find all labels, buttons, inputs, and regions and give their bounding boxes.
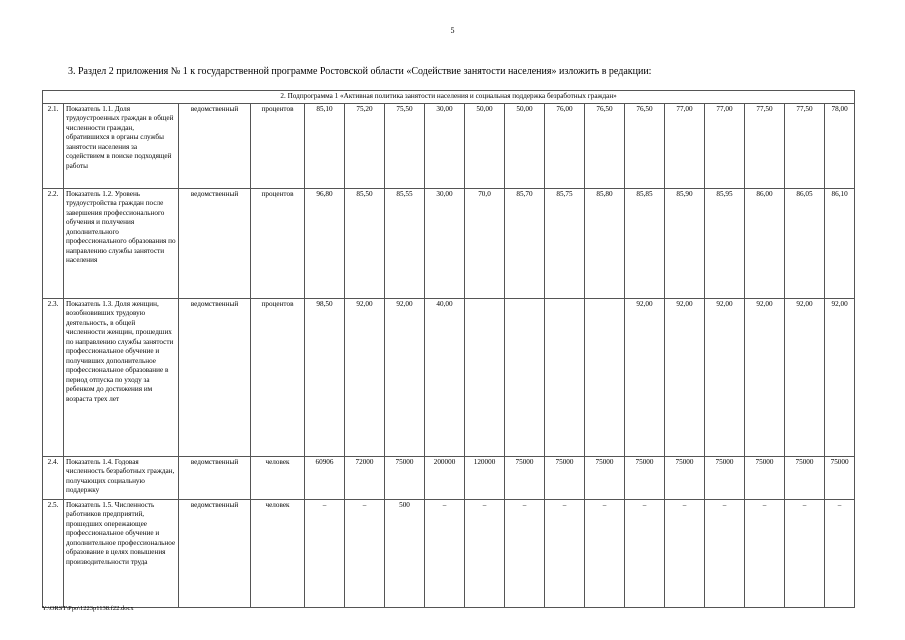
value-cell: – (665, 499, 705, 607)
value-cell: – (505, 499, 545, 607)
row-number: 2.1. (43, 103, 64, 188)
value-cell: 40,00 (425, 298, 465, 456)
value-cell: 75000 (705, 456, 745, 499)
data-source: ведомственный (179, 456, 251, 499)
value-cell: 500 (385, 499, 425, 607)
value-cell: 70,0 (465, 188, 505, 298)
value-cell: 86,05 (785, 188, 825, 298)
file-path-footer: Y:\ORST\Ppo\1223p1138.f22.docx (42, 605, 134, 612)
table-row (43, 103, 855, 188)
value-cell: 200000 (425, 456, 465, 499)
value-cell: – (745, 499, 785, 607)
unit-of-measure: процентов (251, 103, 305, 188)
value-cell: 92,00 (745, 298, 785, 456)
value-cell: 76,50 (625, 103, 665, 188)
value-cell (465, 298, 505, 456)
value-cell: – (625, 499, 665, 607)
section-heading: 3. Раздел 2 приложения № 1 к государственной программе Ростовской области «Содействие занятости населения» изложить в редакции: (68, 66, 652, 77)
indicator-name: Показатель 1.3. Доля женщин, возобновивших трудовую деятельность, в общей численности женщин, прошедших по направлению службы занятости профессиональное обучение и получивших дополнительное профессиональное образование в период отпуска по уходу за ребенком до достижения им возраста трех лет (64, 298, 179, 456)
value-cell: 92,00 (625, 298, 665, 456)
value-cell: 75000 (385, 456, 425, 499)
indicator-name: Показатель 1.4. Годовая численность безработных граждан, получающих социальную поддержку (64, 456, 179, 499)
value-cell: 75,20 (345, 103, 385, 188)
table-row (43, 499, 855, 607)
indicators-table (42, 90, 855, 608)
table-row (43, 188, 855, 298)
value-cell: 77,50 (745, 103, 785, 188)
value-cell: 50,00 (465, 103, 505, 188)
value-cell: 75,50 (385, 103, 425, 188)
value-cell: 30,00 (425, 103, 465, 188)
value-cell: 75000 (505, 456, 545, 499)
value-cell: 75000 (545, 456, 585, 499)
indicator-name: Показатель 1.5. Численность работников предприятий, прошедших опережающее профессиональное обучение и дополнительное профессиональное образование в целях повышения производительности труда (64, 499, 179, 607)
value-cell: 50,00 (505, 103, 545, 188)
value-cell: 75000 (785, 456, 825, 499)
value-cell: 120000 (465, 456, 505, 499)
value-cell: 85,10 (305, 103, 345, 188)
value-cell: – (705, 499, 745, 607)
value-cell: 75000 (665, 456, 705, 499)
data-source: ведомственный (179, 103, 251, 188)
value-cell: 92,00 (345, 298, 385, 456)
subprogram-title: 2. Подпрограмма 1 «Активная политика занятости населения и социальная поддержка безработных граждан» (43, 91, 855, 104)
indicator-name: Показатель 1.2. Уровень трудоустройства граждан после завершения профессионального обучения и получения дополнительного профессионального образования по направлению службы занятости населения (64, 188, 179, 298)
value-cell: 85,55 (385, 188, 425, 298)
value-cell: 78,00 (825, 103, 855, 188)
value-cell: 96,80 (305, 188, 345, 298)
value-cell: 77,00 (665, 103, 705, 188)
data-source: ведомственный (179, 298, 251, 456)
value-cell: 92,00 (665, 298, 705, 456)
value-cell: – (425, 499, 465, 607)
row-number: 2.4. (43, 456, 64, 499)
value-cell (585, 298, 625, 456)
value-cell: 85,50 (345, 188, 385, 298)
value-cell: 85,85 (625, 188, 665, 298)
value-cell: 85,70 (505, 188, 545, 298)
value-cell: – (785, 499, 825, 607)
unit-of-measure: процентов (251, 188, 305, 298)
value-cell: 77,00 (705, 103, 745, 188)
value-cell: – (545, 499, 585, 607)
row-number: 2.5. (43, 499, 64, 607)
value-cell (505, 298, 545, 456)
table-row (43, 298, 855, 456)
unit-of-measure: человек (251, 456, 305, 499)
value-cell: 85,80 (585, 188, 625, 298)
indicator-name: Показатель 1.1. Доля трудоустроенных граждан в общей численности граждан, обратившихся в органы службы занятости населения за содействием в поиске подходящей работы (64, 103, 179, 188)
value-cell: – (465, 499, 505, 607)
value-cell: – (345, 499, 385, 607)
value-cell: 86,00 (745, 188, 785, 298)
value-cell: 75000 (825, 456, 855, 499)
row-number: 2.2. (43, 188, 64, 298)
value-cell: 77,50 (785, 103, 825, 188)
row-number: 2.3. (43, 298, 64, 456)
value-cell: 92,00 (705, 298, 745, 456)
value-cell: 86,10 (825, 188, 855, 298)
data-source: ведомственный (179, 188, 251, 298)
value-cell: – (305, 499, 345, 607)
value-cell: 30,00 (425, 188, 465, 298)
value-cell: 92,00 (385, 298, 425, 456)
value-cell: 60906 (305, 456, 345, 499)
value-cell (545, 298, 585, 456)
value-cell: 76,00 (545, 103, 585, 188)
page-number: 5 (450, 26, 455, 35)
value-cell: 92,00 (825, 298, 855, 456)
value-cell: 92,00 (785, 298, 825, 456)
data-source: ведомственный (179, 499, 251, 607)
value-cell: 85,75 (545, 188, 585, 298)
table-row (43, 456, 855, 499)
value-cell: – (825, 499, 855, 607)
value-cell: 76,50 (585, 103, 625, 188)
value-cell: 75000 (625, 456, 665, 499)
value-cell: 75000 (745, 456, 785, 499)
value-cell: 85,95 (705, 188, 745, 298)
subprogram-row (43, 91, 855, 104)
value-cell: – (585, 499, 625, 607)
value-cell: 75000 (585, 456, 625, 499)
unit-of-measure: человек (251, 499, 305, 607)
value-cell: 98,50 (305, 298, 345, 456)
value-cell: 72000 (345, 456, 385, 499)
unit-of-measure: процентов (251, 298, 305, 456)
value-cell: 85,90 (665, 188, 705, 298)
